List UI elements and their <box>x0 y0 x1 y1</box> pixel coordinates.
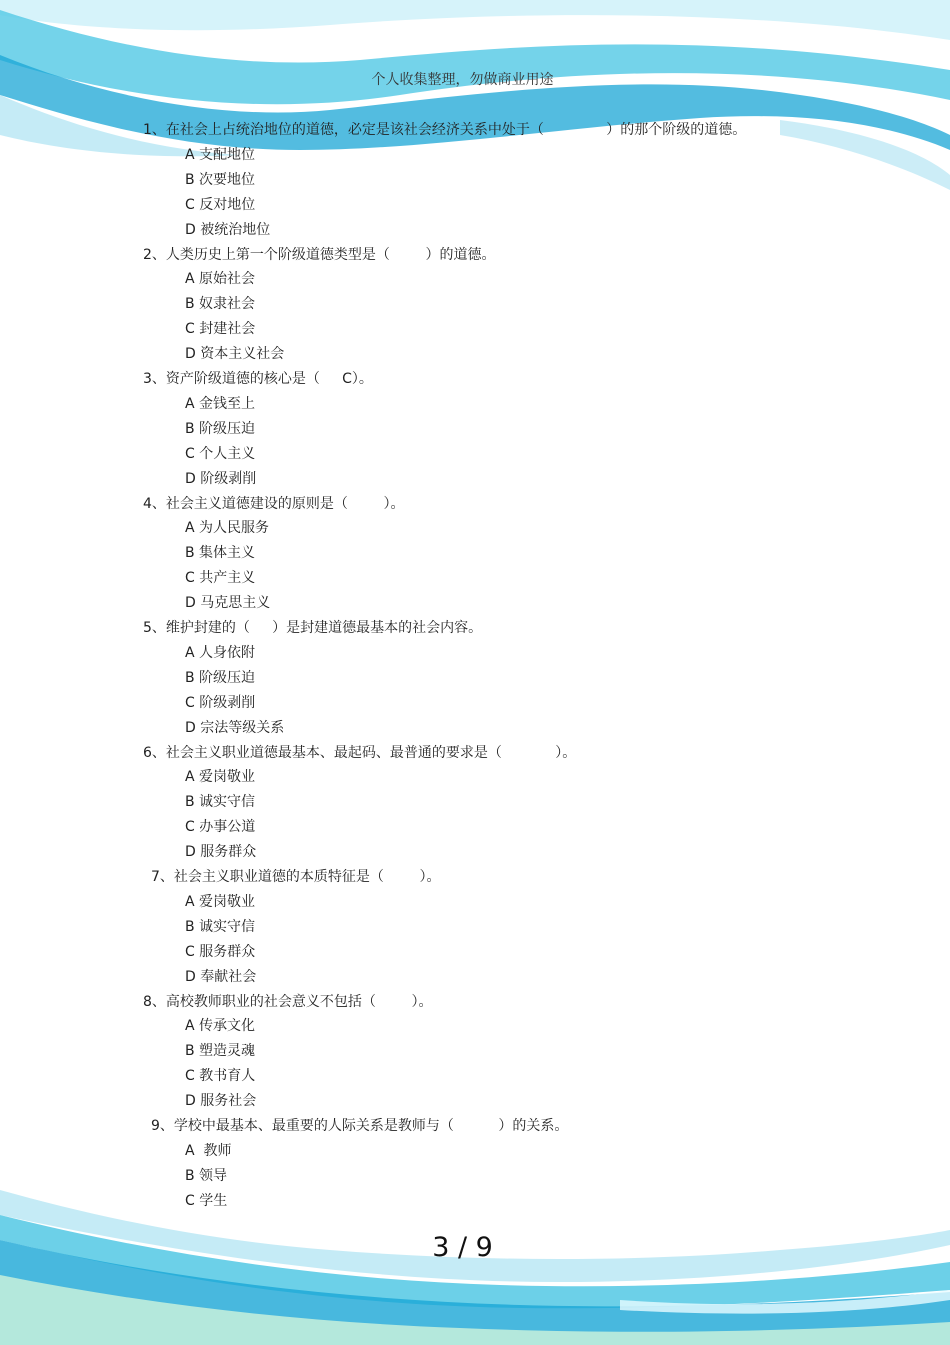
question-text: 2、人类历史上第一个阶级道德类型是（ ）的道德。 <box>143 246 496 263</box>
answer-option: B 诚实守信 <box>185 794 256 811</box>
question-text: 4、社会主义道德建设的原则是（ ）。 <box>143 495 405 512</box>
page-header: 个人收集整理，勿做商业用途 <box>371 72 554 88</box>
answer-option: A 爱岗敬业 <box>185 769 256 786</box>
question-text: 7、社会主义职业道德的本质特征是（ ）。 <box>151 869 441 885</box>
question-text: 8、高校教师职业的社会意义不包括（ ）。 <box>143 993 433 1010</box>
question-text: 5、维护封建的（ ）是封建道德最基本的社会内容。 <box>143 620 483 636</box>
question-text: 3、资产阶级道德的核心是（ C）。 <box>143 371 373 387</box>
answer-option: A 原始社会 <box>185 271 256 288</box>
question-text: 6、社会主义职业道德最基本、最起码、最普通的要求是（ ）。 <box>143 744 577 761</box>
answer-option: A 为人民服务 <box>185 520 270 537</box>
answer-option: C 反对地位 <box>185 196 256 213</box>
answer-option: C 阶级剥削 <box>185 694 256 711</box>
answer-option: C 个人主义 <box>185 445 256 462</box>
answer-option: A 传承文化 <box>185 1018 256 1035</box>
answer-option: D 宗法等级关系 <box>185 719 285 736</box>
answer-option: B 奴隶社会 <box>185 296 256 313</box>
answer-option: B 领导 <box>185 1167 228 1184</box>
answer-option: C 服务群众 <box>185 943 256 960</box>
answer-option: D 阶级剥削 <box>185 470 257 487</box>
answer-option: D 马克思主义 <box>185 595 271 612</box>
answer-option: C 共产主义 <box>185 570 256 587</box>
answer-option: B 次要地位 <box>185 171 256 188</box>
answer-option: B 诚实守信 <box>185 918 256 935</box>
answer-option: A 支配地位 <box>185 146 256 163</box>
answer-option: B 阶级压迫 <box>185 420 256 437</box>
answer-option: B 阶级压迫 <box>185 669 256 686</box>
answer-option: C 办事公道 <box>185 819 256 836</box>
answer-option: D 服务群众 <box>185 844 257 861</box>
answer-option: C 教书育人 <box>185 1068 256 1085</box>
answer-option: A 金钱至上 <box>185 395 256 412</box>
answer-option: D 资本主义社会 <box>185 346 285 363</box>
answer-option: C 学生 <box>185 1192 228 1209</box>
answer-option: A 爱岗敬业 <box>185 893 256 910</box>
answer-option: D 服务社会 <box>185 1093 257 1110</box>
answer-option: A 人身依附 <box>185 644 256 661</box>
question-text: 1、在社会上占统治地位的道德，必定是该社会经济关系中处于（ ）的那个阶级的道德。 <box>143 122 747 138</box>
answer-option: A 教师 <box>185 1142 232 1159</box>
question-text: 9、学校中最基本、最重要的人际关系是教师与（ ）的关系。 <box>151 1118 569 1134</box>
answer-option: D 奉献社会 <box>185 968 257 985</box>
answer-option: B 塑造灵魂 <box>185 1043 256 1060</box>
answer-option: C 封建社会 <box>185 321 256 338</box>
answer-option: B 集体主义 <box>185 545 256 562</box>
page-number: 3 / 9 <box>432 1232 493 1263</box>
answer-option: D 被统治地位 <box>185 221 271 238</box>
